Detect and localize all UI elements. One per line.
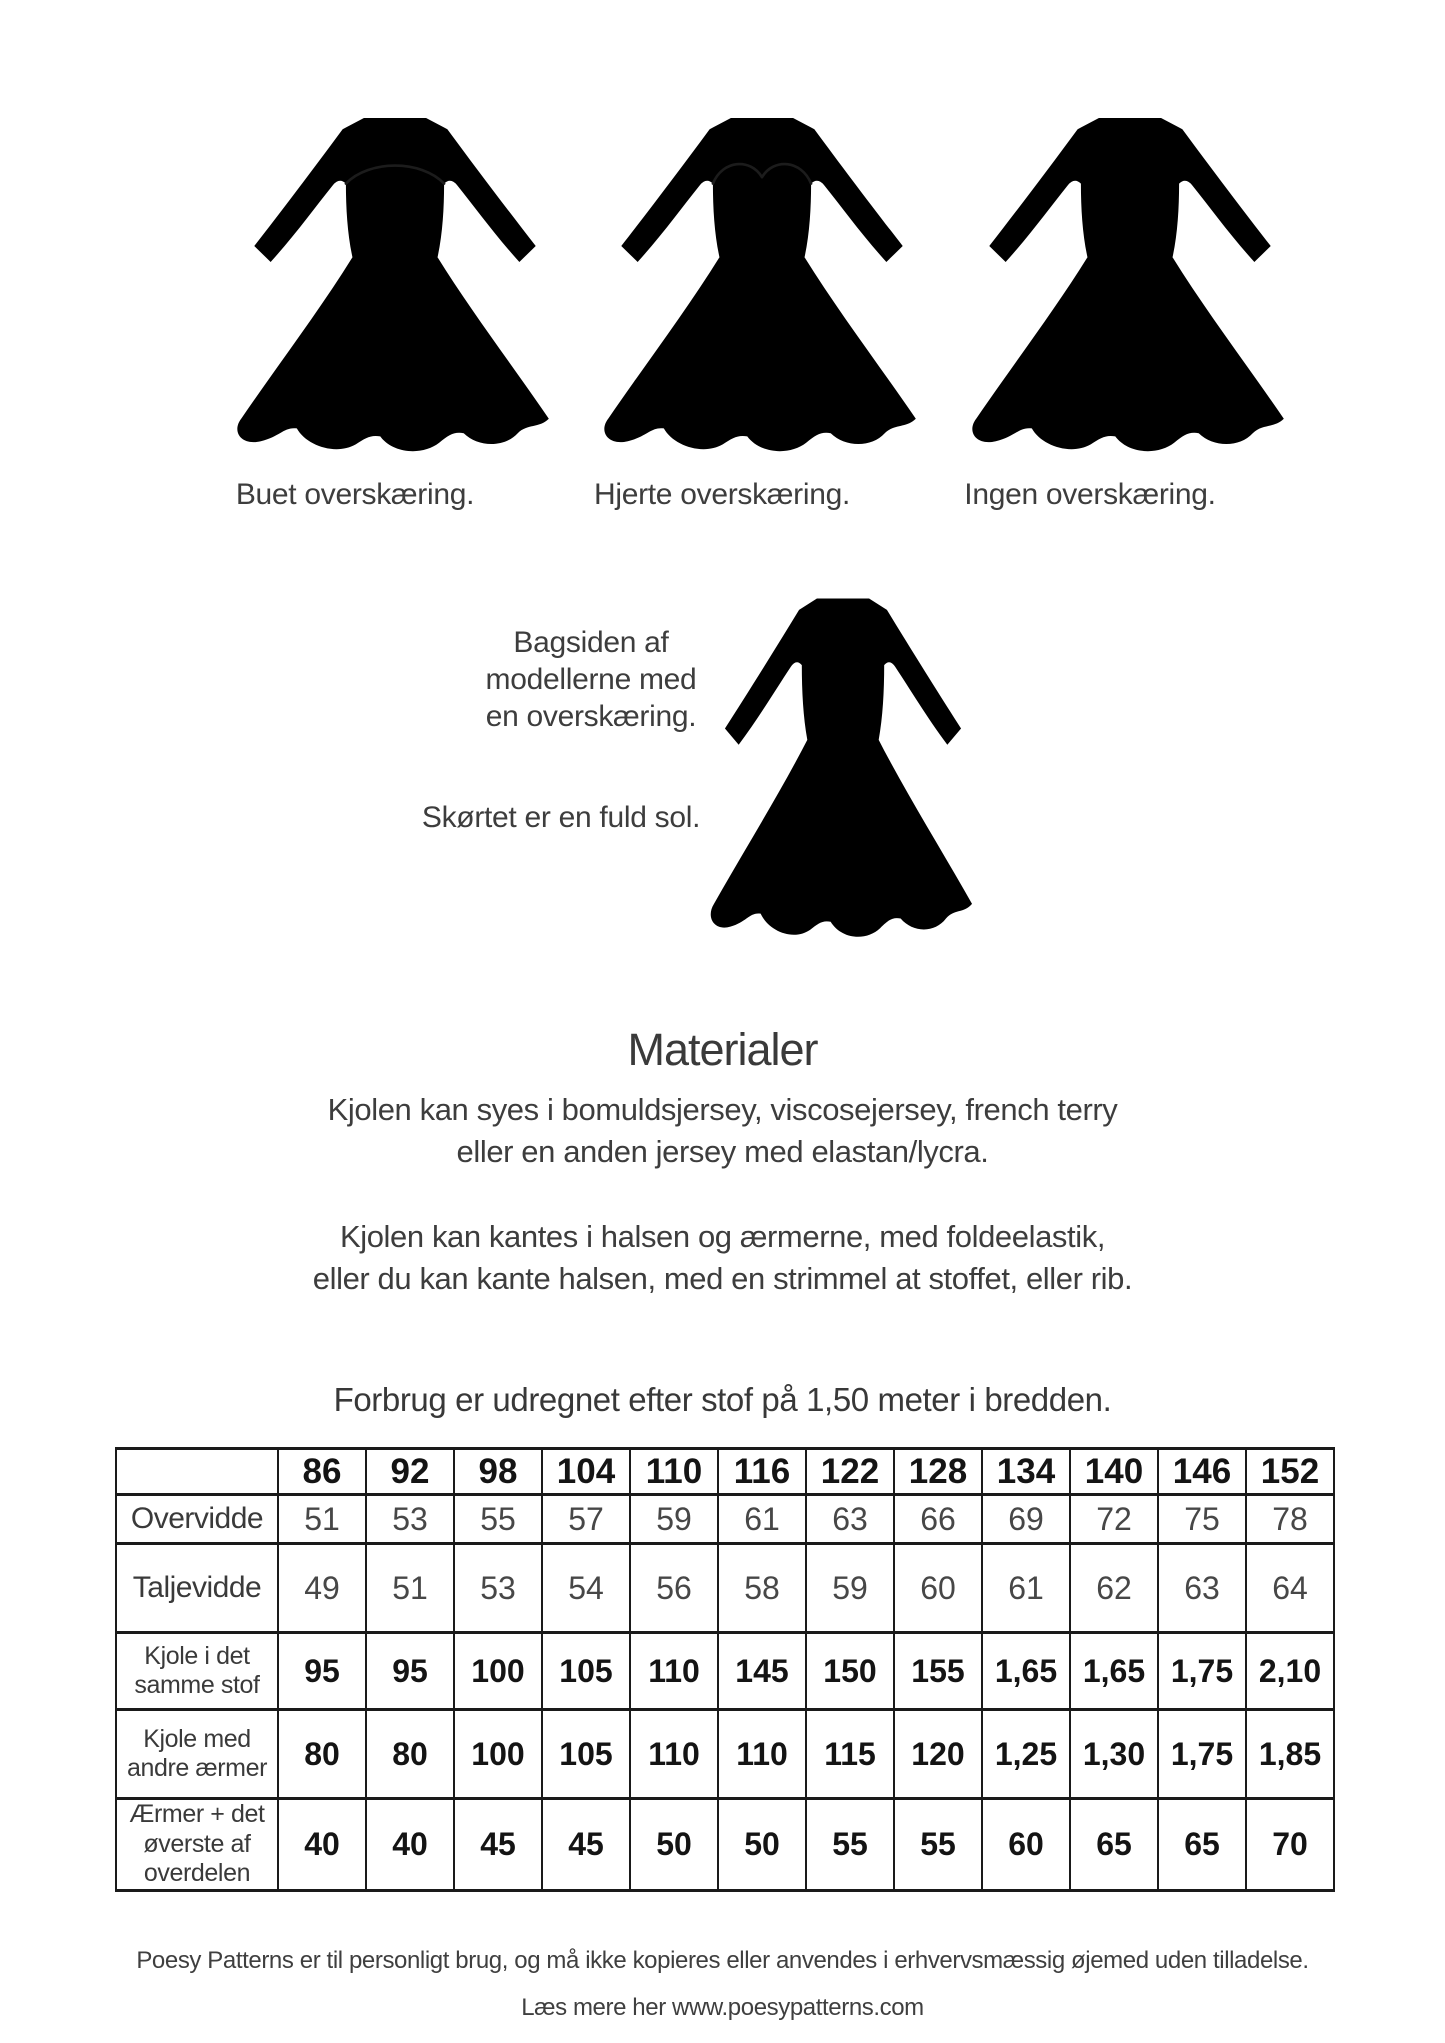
value-cell: 63 [1158, 1544, 1246, 1633]
size-column-header: 110 [630, 1449, 718, 1495]
table-row [116, 1495, 1334, 1544]
value-cell: 40 [366, 1799, 454, 1891]
value-cell: 1,65 [982, 1633, 1070, 1710]
value-cell: 80 [366, 1710, 454, 1799]
footer-copyright-line: Poesy Patterns er til personligt brug, og må ikke kopieres eller anvendes i erhvervsmæssig øjemed uden tilladelse. [136, 1947, 1309, 1974]
dress-front-curved-yoke-illustration [185, 86, 605, 478]
paragraph-line: eller en anden jersey med elastan/lycra. [456, 1134, 989, 1169]
size-column-header: 86 [278, 1449, 366, 1495]
size-column-header: 104 [542, 1449, 630, 1495]
value-cell: 95 [366, 1633, 454, 1710]
value-cell: 45 [454, 1799, 542, 1891]
value-cell: 58 [718, 1544, 806, 1633]
size-column-header: 146 [1158, 1449, 1246, 1495]
size-column-header: 92 [366, 1449, 454, 1495]
table-row [116, 1710, 1334, 1799]
size-column-header: 128 [894, 1449, 982, 1495]
variant-caption-none: Ingen overskæring. [964, 478, 1216, 511]
footer-website-line: Læs mere her www.poesypatterns.com [521, 1994, 924, 2021]
value-cell: 2,10 [1246, 1633, 1334, 1710]
value-cell: 53 [454, 1544, 542, 1633]
value-cell: 54 [542, 1544, 630, 1633]
value-cell: 51 [366, 1544, 454, 1633]
value-cell: 51 [278, 1495, 366, 1544]
value-cell: 57 [542, 1495, 630, 1544]
value-cell: 105 [542, 1710, 630, 1799]
skirt-note: Skørtet er en fuld sol. [421, 801, 701, 834]
value-cell: 1,75 [1158, 1633, 1246, 1710]
value-cell: 69 [982, 1495, 1070, 1544]
value-cell: 95 [278, 1633, 366, 1710]
value-cell: 110 [718, 1710, 806, 1799]
value-cell: 56 [630, 1544, 718, 1633]
value-cell: 145 [718, 1633, 806, 1710]
materials-paragraph-fabrics [0, 1089, 1445, 1173]
row-label-cell: Ærmer + det øverste af overdelen [116, 1799, 278, 1891]
value-cell: 70 [1246, 1799, 1334, 1891]
value-cell: 55 [894, 1799, 982, 1891]
paragraph-line: Kjolen kan syes i bomuldsjersey, viscosejersey, french terry [327, 1092, 1118, 1127]
value-cell: 78 [1246, 1495, 1334, 1544]
value-cell: 62 [1070, 1544, 1158, 1633]
dress-back-illustration [692, 566, 994, 964]
value-cell: 61 [718, 1495, 806, 1544]
variant-caption-curved: Buet overskæring. [235, 478, 475, 511]
value-cell: 110 [630, 1710, 718, 1799]
variant-caption-sweetheart: Hjerte overskæring. [593, 478, 851, 511]
size-table [115, 1447, 1335, 1892]
dress-front-sweetheart-yoke-illustration [552, 86, 972, 478]
corner-cell [116, 1449, 278, 1495]
value-cell: 50 [718, 1799, 806, 1891]
fabric-usage-note: Forbrug er udregnet efter stof på 1,50 meter i bredden. [333, 1381, 1112, 1418]
value-cell: 64 [1246, 1544, 1334, 1633]
value-cell: 1,65 [1070, 1633, 1158, 1710]
back-view-note-line: en overskæring. [485, 700, 697, 733]
value-cell: 55 [806, 1799, 894, 1891]
size-column-header: 134 [982, 1449, 1070, 1495]
value-cell: 1,75 [1158, 1710, 1246, 1799]
value-cell: 150 [806, 1633, 894, 1710]
value-cell: 66 [894, 1495, 982, 1544]
value-cell: 75 [1158, 1495, 1246, 1544]
value-cell: 50 [630, 1799, 718, 1891]
value-cell: 45 [542, 1799, 630, 1891]
value-cell: 120 [894, 1710, 982, 1799]
value-cell: 65 [1070, 1799, 1158, 1891]
value-cell: 49 [278, 1544, 366, 1633]
table-row [116, 1633, 1334, 1710]
value-cell: 40 [278, 1799, 366, 1891]
value-cell: 60 [894, 1544, 982, 1633]
value-cell: 80 [278, 1710, 366, 1799]
value-cell: 63 [806, 1495, 894, 1544]
value-cell: 59 [806, 1544, 894, 1633]
value-cell: 115 [806, 1710, 894, 1799]
size-column-header: 140 [1070, 1449, 1158, 1495]
value-cell: 100 [454, 1710, 542, 1799]
row-label-cell: Taljevidde [116, 1544, 278, 1633]
paragraph-line: eller du kan kante halsen, med en strimmel at stoffet, eller rib. [312, 1261, 1133, 1296]
size-column-header: 116 [718, 1449, 806, 1495]
table-row [116, 1799, 1334, 1891]
value-cell: 72 [1070, 1495, 1158, 1544]
back-view-note-line: modellerne med [485, 663, 697, 696]
row-label-cell: Kjole i det samme stof [116, 1633, 278, 1710]
row-label-cell: Overvidde [116, 1495, 278, 1544]
value-cell: 105 [542, 1633, 630, 1710]
size-header-row [116, 1449, 1334, 1495]
materials-paragraph-binding [0, 1216, 1445, 1300]
size-column-header: 98 [454, 1449, 542, 1495]
value-cell: 65 [1158, 1799, 1246, 1891]
size-column-header: 152 [1246, 1449, 1334, 1495]
row-label-cell: Kjole med andre ærmer [116, 1710, 278, 1799]
value-cell: 59 [630, 1495, 718, 1544]
value-cell: 55 [454, 1495, 542, 1544]
table-row [116, 1544, 1334, 1633]
value-cell: 1,25 [982, 1710, 1070, 1799]
value-cell: 155 [894, 1633, 982, 1710]
value-cell: 53 [366, 1495, 454, 1544]
size-column-header: 122 [806, 1449, 894, 1495]
materials-title: Materialer [627, 1024, 818, 1076]
value-cell: 1,30 [1070, 1710, 1158, 1799]
value-cell: 100 [454, 1633, 542, 1710]
paragraph-line: Kjolen kan kantes i halsen og ærmerne, med foldeelastik, [339, 1219, 1106, 1254]
dress-front-no-yoke-illustration [920, 86, 1340, 478]
value-cell: 1,85 [1246, 1710, 1334, 1799]
footer [0, 1937, 1445, 2031]
value-cell: 110 [630, 1633, 718, 1710]
back-view-note-line: Bagsiden af [513, 626, 669, 659]
value-cell: 60 [982, 1799, 1070, 1891]
value-cell: 61 [982, 1544, 1070, 1633]
